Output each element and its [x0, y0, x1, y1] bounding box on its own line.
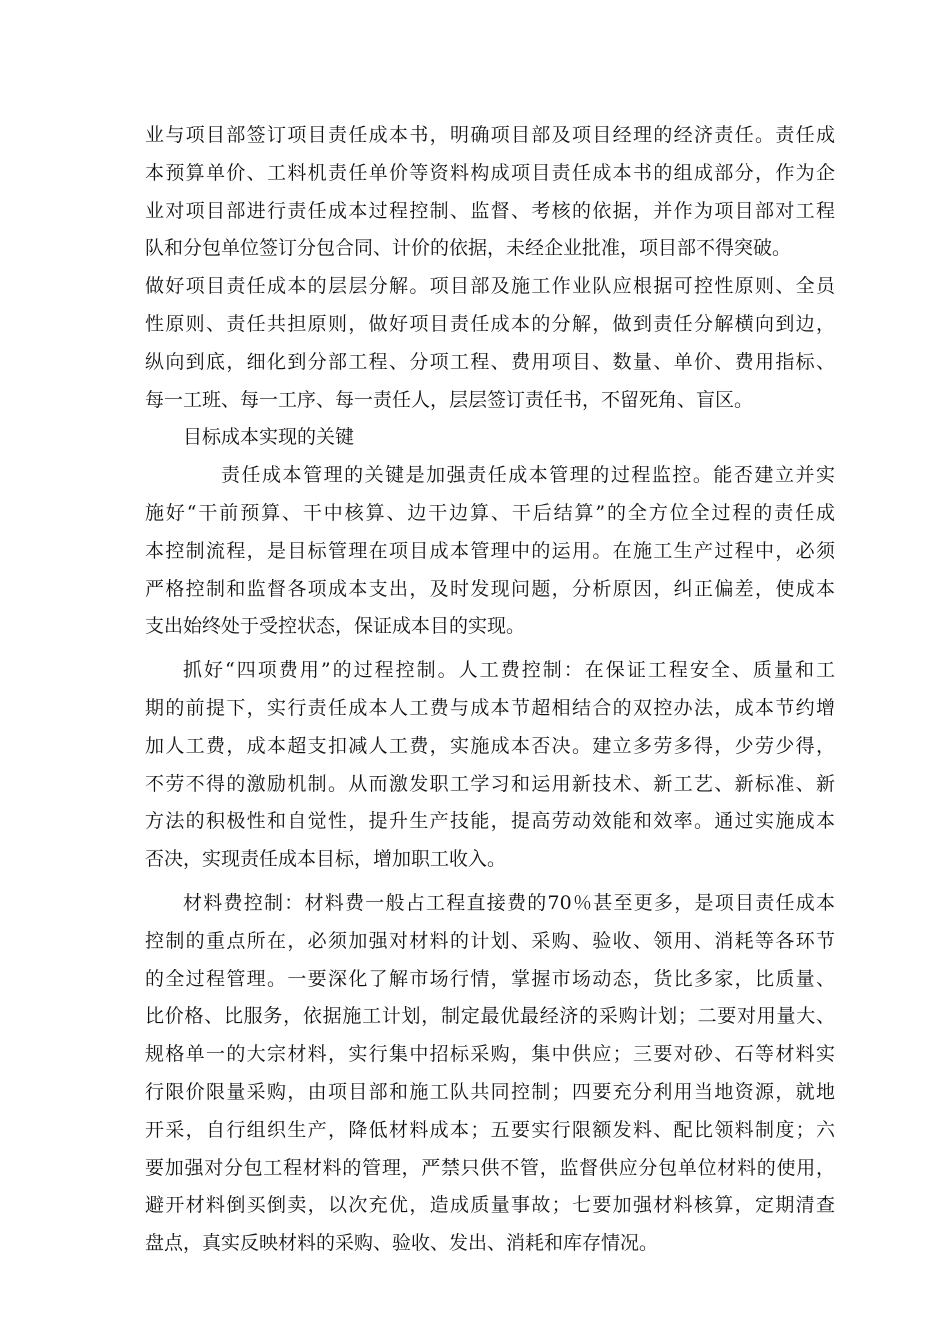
text-line: 盘点，真实反映材料的采购、验收、发出、消耗和库存情况。	[145, 1232, 659, 1255]
text-line: 本预算单价、工料机责任单价等资料构成项目责任成本书的组成部分，作为企	[145, 161, 835, 184]
text-line: 本控制流程，是目标管理在项目成本管理中的运用。在施工生产过程中，必须	[145, 539, 835, 562]
text-line: 要加强对分包工程材料的管理，严禁只供不管，监督供应分包单位材料的使用，	[145, 1156, 835, 1179]
text-line: 行限价限量采购，由项目部和施工队共同控制；四要充分利用当地资源，就地	[145, 1080, 835, 1103]
text-line: 不劳不得的激励机制。从而激发职工学习和运用新技术、新工艺、新标准、新	[145, 772, 835, 795]
text-line: 抓好“四项费用”的过程控制。人工费控制：在保证工程安全、质量和工	[183, 659, 835, 682]
text-line: 每一工班、每一工序、每一责任人，层层签订责任书，不留死角、盲区。	[145, 388, 754, 411]
text-line: 的全过程管理。一要深化了解市场行情，掌握市场动态，货比多家，比质量、	[145, 967, 835, 990]
text-line: 业对项目部进行责任成本过程控制、监督、考核的依据，并作为项目部对工程	[145, 199, 835, 222]
text-line: 纵向到底，细化到分部工程、分项工程、费用项目、数量、单价、费用指标、	[145, 350, 835, 373]
text-line: 责任成本管理的关键是加强责任成本管理的过程监控。能否建立并实	[221, 464, 835, 487]
text-line: 支出始终处于受控状态，保证成本目的实现。	[145, 615, 526, 638]
text-line: 加人工费，成本超支扣减人工费，实施成本否决。建立多劳多得，少劳少得，	[145, 734, 835, 757]
text-line: 开采，自行组织生产，降低材料成本；五要实行限额发料、配比领料制度；六	[145, 1118, 835, 1141]
text-line: 避开材料倒买倒卖，以次充优，造成质量事故；七要加强材料核算，定期清查	[145, 1194, 835, 1217]
text-line: 性原则、责任共担原则，做好项目责任成本的分解，做到责任分解横向到边，	[145, 312, 835, 335]
text-line: 业与项目部签订项目责任成本书，明确项目部及项目经理的经济责任。责任成	[145, 124, 835, 146]
text-line: 队和分包单位签订分包合同、计价的依据，未经企业批准，项目部不得突破。	[145, 237, 792, 260]
section-heading: 目标成本实现的关键	[183, 426, 355, 449]
text-line: 方法的积极性和自觉性，提升生产技能，提高劳动效能和效率。通过实施成本	[145, 810, 835, 833]
text-line: 控制的重点所在，必须加强对材料的计划、采购、验收、领用、消耗等各环节	[145, 929, 835, 952]
text-line: 规格单一的大宗材料，实行集中招标采购，集中供应；三要对砂、石等材料实	[145, 1043, 835, 1066]
text-line: 做好项目责任成本的层层分解。项目部及施工作业队应根据可控性原则、全员	[145, 275, 835, 298]
text-line: 严格控制和监督各项成本支出，及时发现问题，分析原因，纠正偏差，使成本	[145, 577, 835, 600]
text-line: 期的前提下，实行责任成本人工费与成本节超相结合的双控办法，成本节约增	[145, 696, 835, 719]
text-line: 否决，实现责任成本目标，增加职工收入。	[145, 848, 507, 871]
text-line: 施好“干前预算、干中核算、边干边算、干后结算”的全方位全过程的责任成	[145, 501, 835, 524]
text-line: 材料费控制：材料费一般占工程直接费的70％甚至更多，是项目责任成本	[183, 891, 835, 914]
text-line: 比价格、比服务，依据施工计划，制定最优最经济的采购计划；二要对用量大、	[145, 1005, 835, 1028]
document-body	[145, 117, 835, 1263]
